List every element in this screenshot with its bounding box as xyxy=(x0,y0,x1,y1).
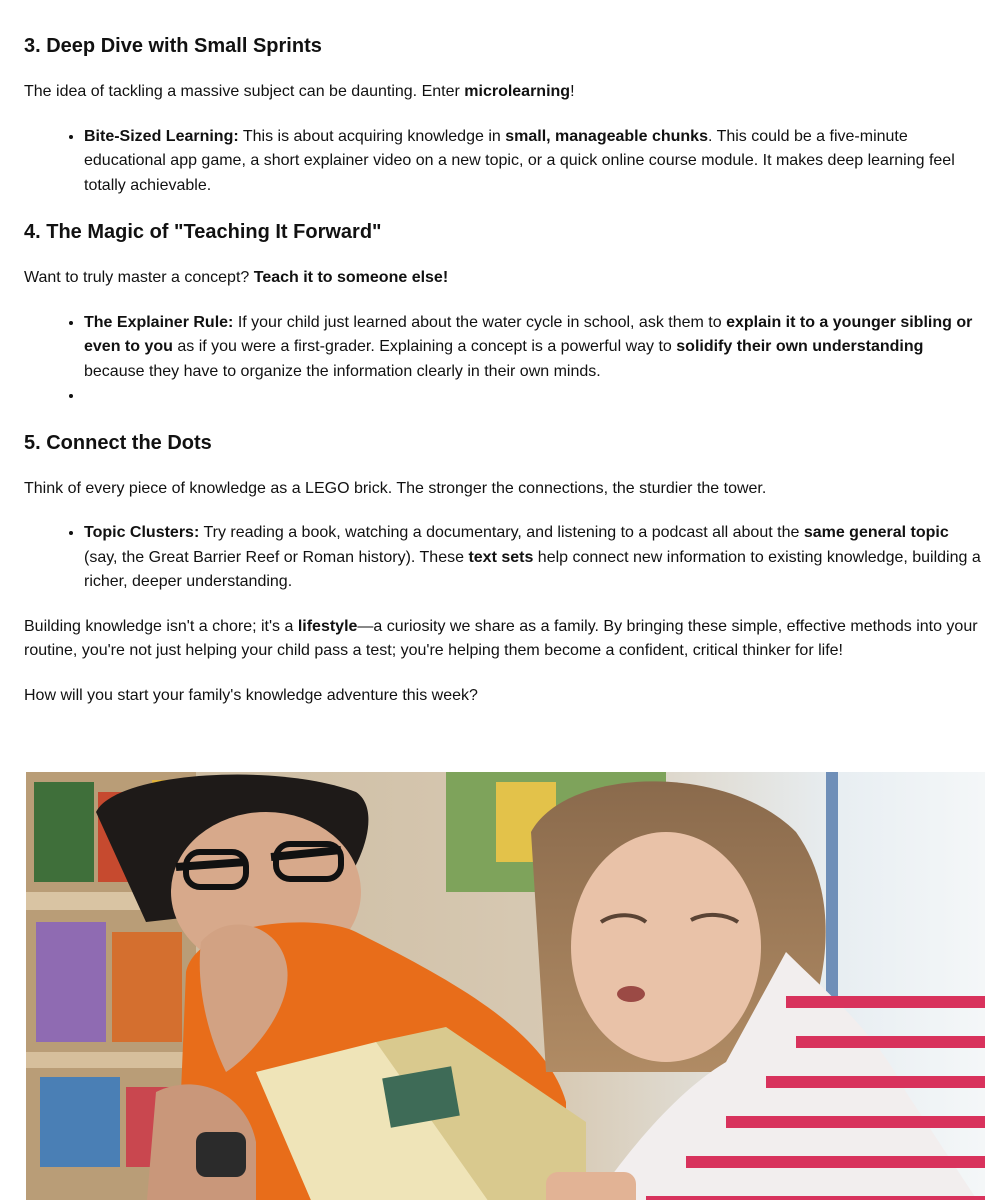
section-4-heading: 4. The Magic of "Teaching It Forward" xyxy=(24,221,382,243)
section-5-list xyxy=(24,521,986,595)
section-4-intro: Want to truly master a concept? Teach it to someone else! xyxy=(24,269,449,286)
article-body xyxy=(24,32,986,708)
section-3-list xyxy=(24,125,986,199)
section-3-heading: 3. Deep Dive with Small Sprints xyxy=(24,35,322,57)
section-4-list xyxy=(24,311,986,409)
list-item: • Topic Clusters: Try reading a book, watching a documentary, and listening to a podcast all about the same general topic (say, the Great Barrier Reef or Roman history). These text sets help connect new information to existing knowledge, building a richer, deeper understanding. xyxy=(84,521,986,595)
section-5-heading: 5. Connect the Dots xyxy=(24,431,212,454)
section-3-intro: The idea of tackling a massive subject can be daunting. Enter microlearning! xyxy=(24,83,575,100)
photo-reading-together-icon xyxy=(26,772,985,1200)
list-item: • Bite-Sized Learning: This is about acquiring knowledge in small, manageable chunks. This could be a five-minute educational app game, a short explainer video on a new topic, or a quick online course module. It makes deep learning feel totally achievable. xyxy=(84,125,986,199)
closing-paragraph: Building knowledge isn't a chore; it's a lifestyle—a curiosity we share as a family. By bringing these simple, effective methods into your routine, you're not just helping your child pass a test; you're helping them become a confident, critical thinker for life! xyxy=(24,617,978,659)
section-5-intro: Think of every piece of knowledge as a LEGO brick. The stronger the connections, the sturdier the tower. xyxy=(24,479,767,497)
list-item: • The Explainer Rule: If your child just learned about the water cycle in school, ask them to explain it to a younger sibling or even to you as if you were a first-grader. Explaining a concept is a powerful way to solidify their own understanding because they have to organize the information clearly in their own minds. xyxy=(84,311,986,385)
closing-question: How will you start your family's knowledge adventure this week? xyxy=(24,686,478,704)
empty-list-item xyxy=(84,384,986,409)
